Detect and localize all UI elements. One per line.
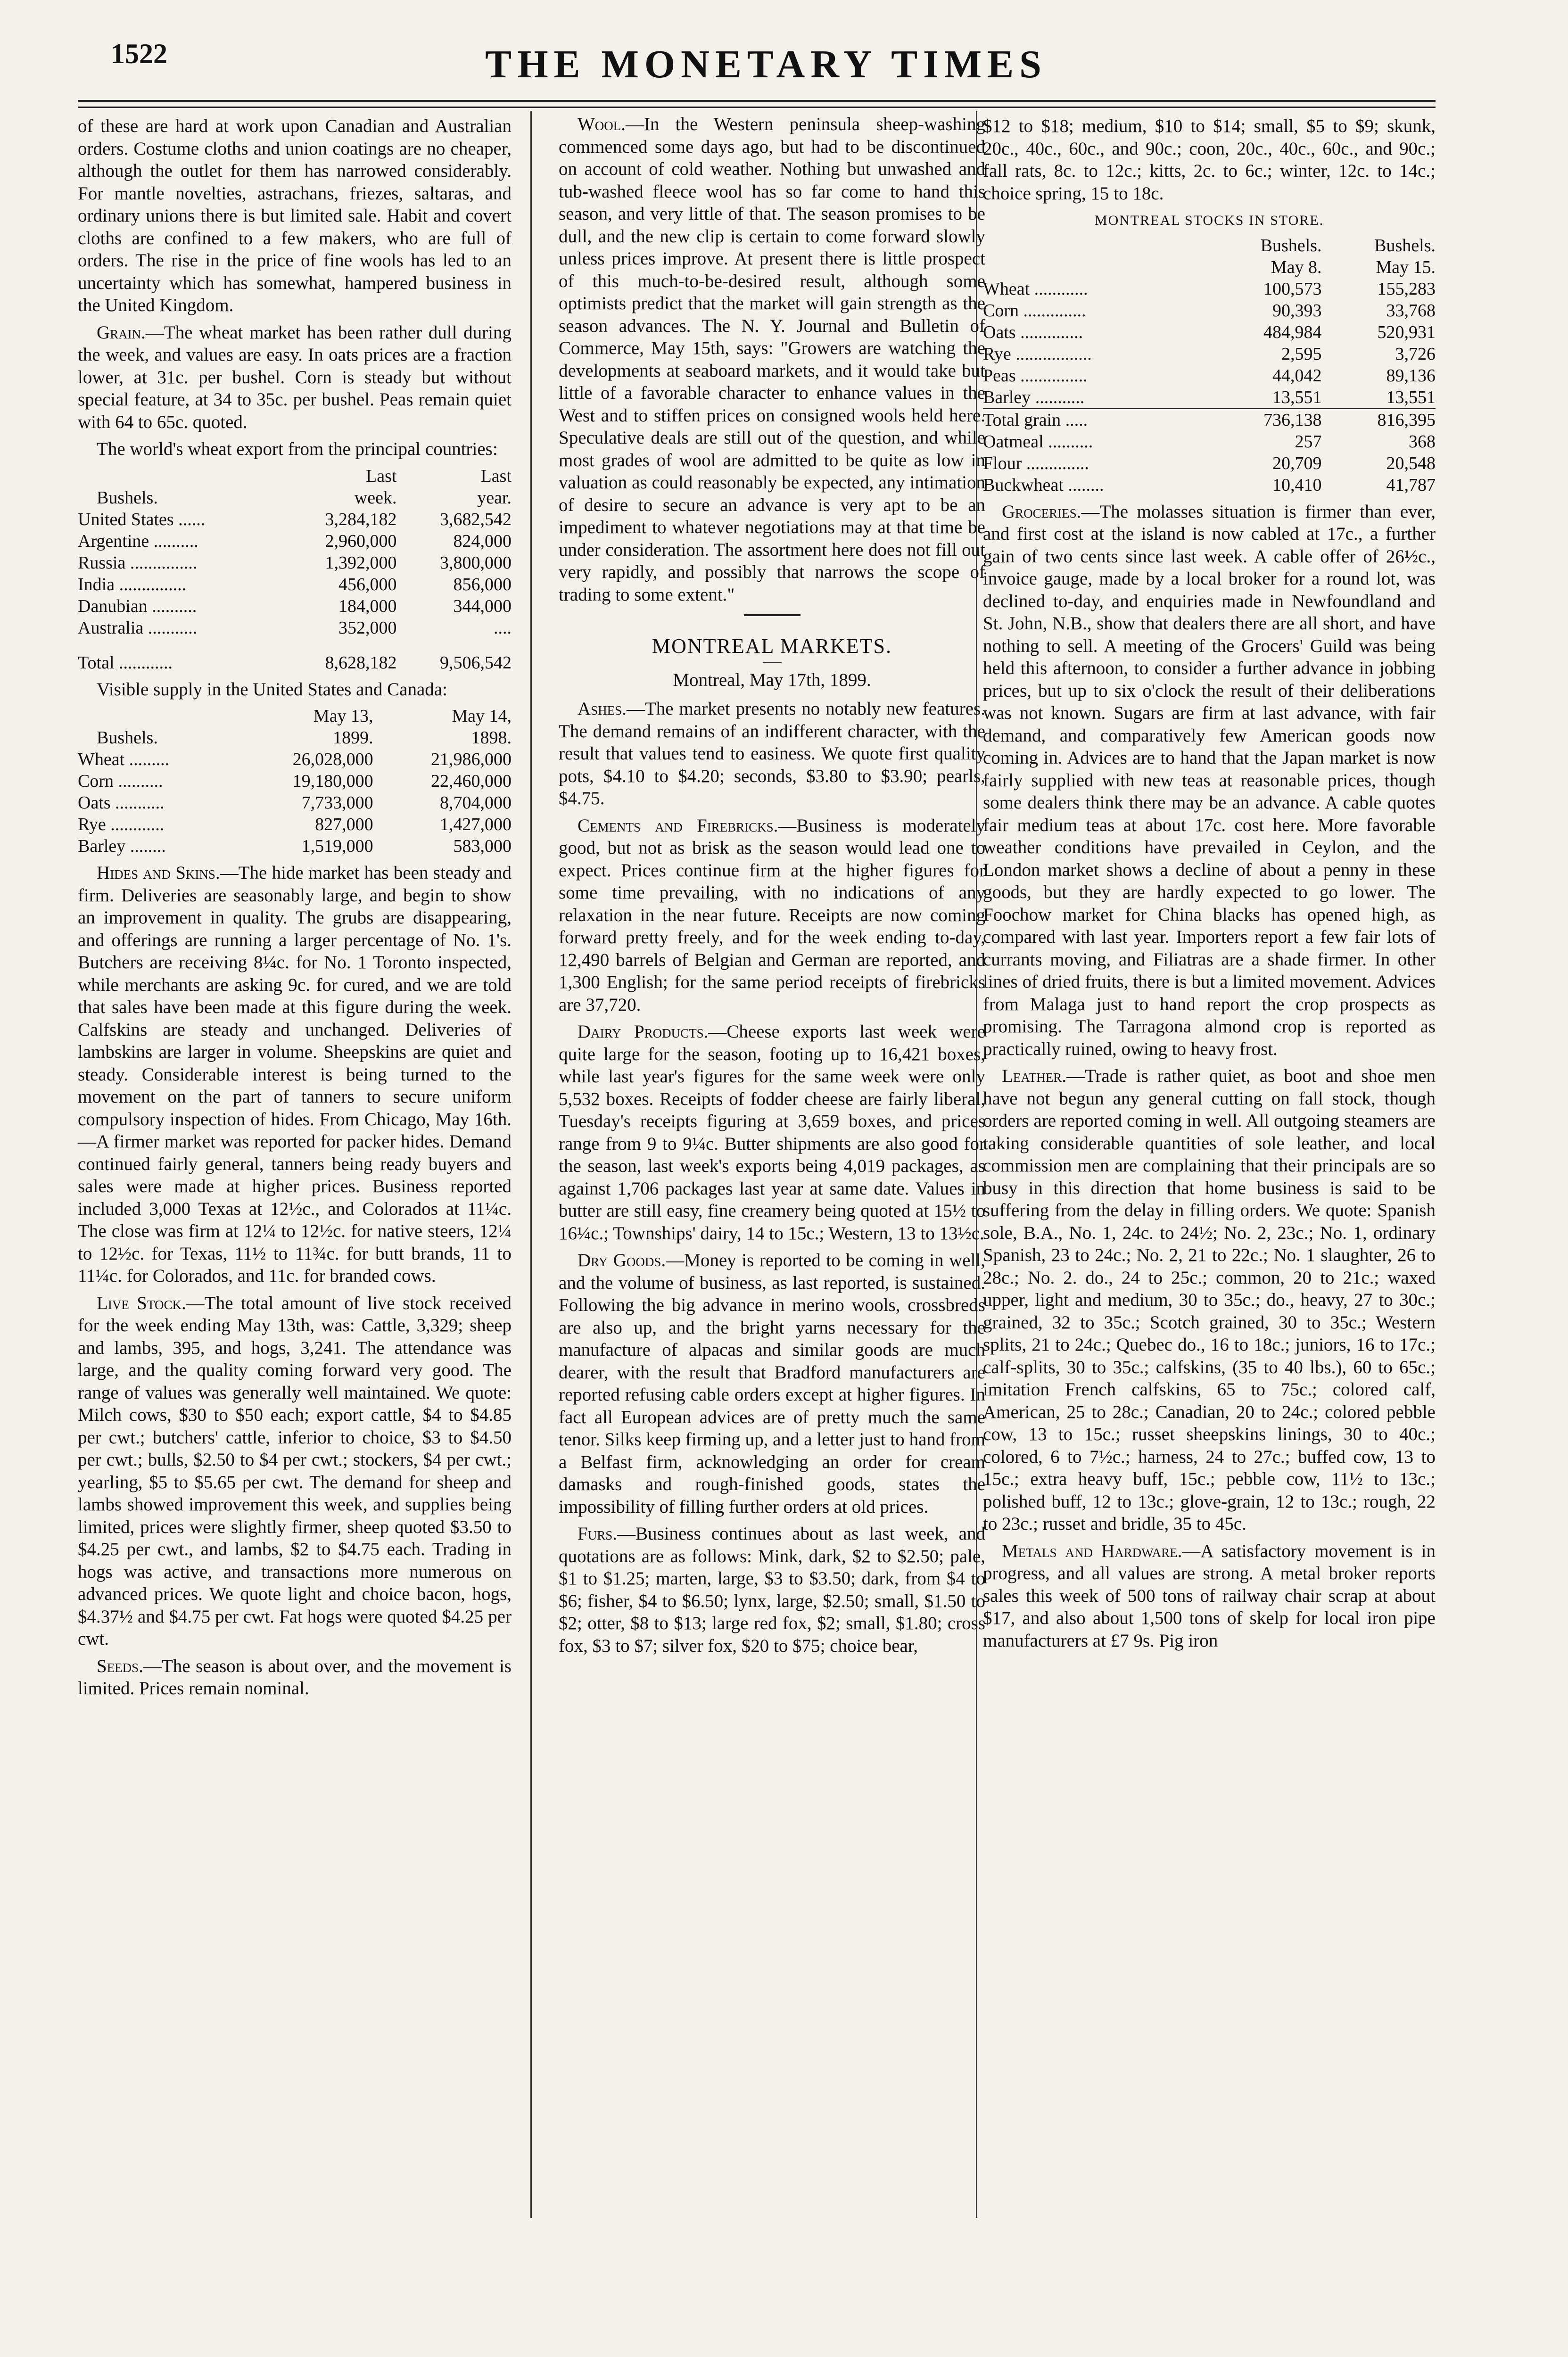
headline-dash xyxy=(763,662,782,663)
section-head: Seeds. xyxy=(97,1656,143,1676)
table-row: Oats ........... 7,733,000 8,704,000 xyxy=(78,793,512,813)
hides-paragraph: Hides and Skins.—The hide market has been steady and firm. Deliveries are seasonably large, and begin to show an improvement in quality. The grubs are disappearing, and offerings are running a larger percentage of No. 1's. Butchers are receiving 8¼c. for No. 1 Toronto inspected, while merchants are asking 9c. for cured, and we are told that sales have been made at this figure during the week. Calfskins are steady and unchanged. Deliveries of lambskins are larger in volume. Sheepskins are quiet and steady. Considerable interest is being turned to the movement on the part of tanners to secure uniform compulsory inspection of hides. From Chicago, May 16th.—A firmer market was reported for packer hides. Demand continued fairly general, tanners being ready buyers and sales were made at higher prices. Business reported included 3,000 Texas at 12½c., and Colorados at 11¼c. The close was firm at 12¼ to 12½c. for native steers, 12¼ to 12½c. for Texas, 11½ to 11¾c. for butt brands, 11 to 11¼c. for Colorados, and 11c. for branded cows. xyxy=(78,863,512,1286)
live-stock-paragraph: Live Stock.—The total amount of live stock received for the week ending May 13th, was: Cattle, 3,329; sheep and lambs, 395, and hogs, 3,241. The attendance was large, and the quality coming forward very good. The range of values was generally well maintained. We quote: Milch cows, $30 to $50 each; export cattle, $4 to $4.85 per cwt.; butchers' cattle, inferior to choice, $3 to $4.50 per cwt.; bulls, $2.50 to $4 per cwt.; stockers, $4 per cwt.; yearling, $5 to $5.65 per cwt. The demand for sheep and lambs showed improvement this week, and supplies being limited, prices were slightly firmer, sheep quoted $3.50 to $4.25 per cwt., and lambs, $2 to $4.75 each. Trading in hogs was active, and transactions more numerous on advanced prices. We quote light and choice bacon, hogs, $4.37½ and $4.75 per cwt. Fat hogs were quoted $4.25 per cwt. xyxy=(78,1293,512,1649)
section-head: Hides and Skins. xyxy=(97,863,220,883)
section-head: Metals and Hardware. xyxy=(1002,1541,1182,1561)
section-head: Dry Goods. xyxy=(578,1250,666,1270)
table-row: Wheat ............ 100,573 155,283 xyxy=(983,279,1436,299)
column-2 xyxy=(559,113,985,1662)
table-row: Danubian .......... 184,000 344,000 xyxy=(78,596,512,616)
visible-supply-table: May 13, May 14, Bushels. 1899. 1898. Wheat ......... 26,028,000 21,986,000 Corn .......... 19,180,000 22,460,000 Oats ........... 7,733,000 8,704,000 Rye ............ 827,000 1,427,000 Barley ........ 1,519,000 583,000 xyxy=(78,706,512,856)
leather-paragraph: Leather.—Trade is rather quiet, as boot and shoe men have not begun any general cutting on fall stock, though orders are reported coming in well. All outgoing steamers are taking considerable quantities of sole leather, and local commission men are complaining that their principals are so busy in this direction that home business is said to be suffering from the delay in filling orders. We quote: Spanish sole, B.A., No. 1, 24c. to 24½; No. 2, 23c.; No. 1, ordinary Spanish, 23 to 24c.; No. 2, 21 to 22c.; No. 1 slaughter, 26 to 28c.; No. 2. do., 24 to 25c.; common, 20 to 21c.; waxed upper, light and medium, 30 to 35c.; do., heavy, 27 to 30c.; grained, 32 to 35c.; Scotch grained, 30 to 35c.; Western splits, 21 to 24c.; Quebec do., 16 to 18c.; juniors, 16 to 17c.; calf-splits, 30 to 35c.; calfskins, (35 to 40 lbs.), 60 to 65c.; imitation French calfskins, 65 to 75c.; colored calf, American, 25 to 28c.; Canadian, 20 to 24c.; colored pebble cow, 13 to 15c.; russet sheepskins linings, 30 to 40c.; colored, 6 to 7½c.; harness, 24 to 27c.; buffed cow, 13 to 15c.; extra heavy buff, 15c.; pebble cow, 11½ to 13c.; polished buff, 12 to 13c.; glove-grain, 12 to 13c.; rough, 22 to 23c.; russet and bridle, 35 to 45c. xyxy=(983,1066,1436,1534)
section-head: Wool. xyxy=(578,114,626,134)
table-row: Total grain ..... 736,138 816,395 xyxy=(983,409,1436,431)
cements-paragraph: Cements and Firebricks.—Business is moderately good, but not as brisk as the season would lead one to expect. Prices continue firm at the higher figures for some time prevailing, with no indications of any relaxation in the near future. Receipts are now coming forward pretty freely, and for the week ending to-day, 12,490 barrels of Belgian and German are reported, and 1,300 English; for the same period receipts of firebricks are 37,720. xyxy=(559,815,985,1015)
table-row: Oatmeal .......... 257 368 xyxy=(983,431,1436,452)
table-row: Corn .......... 19,180,000 22,460,000 xyxy=(78,771,512,791)
column-divider xyxy=(530,111,532,2218)
table-row: Rye ................. 2,595 3,726 xyxy=(983,344,1436,364)
column-1 xyxy=(78,113,512,1705)
section-head: Ashes. xyxy=(578,699,627,719)
table-row: Oats .............. 484,984 520,931 xyxy=(983,322,1436,342)
grain-paragraph: Grain.—The wheat market has been rather dull during the week, and values are easy. In oats prices are a fraction lower, at 31c. per bushel. Corn is steady but without special feature, at 34 to 35c. per bushel. Peas remain quiet with 64 to 65c. quoted. xyxy=(78,322,512,432)
montreal-stocks-table: Bushels. Bushels. May 8. May 15. Wheat ............ 100,573 155,283 Corn .............. 90,393 33,768 Oats .............. 484,984 520,931 Rye ................. 2,595 3,726 Peas ............... 44,042 89,136 Barley ........... 13,551 13,551 Total grain ..... 736,138 816,395 Oatmeal .......... 257 368 Flour .............. 20,709 20,548 Buckwheat ........ 10,410 41,787 xyxy=(983,235,1436,495)
table-row: Corn .............. 90,393 33,768 xyxy=(983,300,1436,321)
section-head: Dairy Products. xyxy=(578,1022,709,1042)
column-3 xyxy=(983,113,1436,1656)
wool-paragraph: Wool.—In the Western peninsula sheep-washing commenced some days ago, but had to be discontinued on account of cold weather. Nothing but unwashed and tub-washed fleece wool has so far come to hand this season, and very little of that. The season promises to be dull, and the new clip is certain to come forward slowly unless prices improve. At present there is little prospect of this much-to-be-desired result, although some optimists predict that the market will gain strength as the season advances. The N. Y. Journal and Bulletin of Commerce, May 15th, says: "Growers are watching the developments at seaboard markets, and it would take but little of a favorable character to enhance values in the West and to stiffen prices on consigned wools held here. Speculative deals are still out of the question, and while most grades of wool are admitted to be quite as low in valuation as could reasonably be expected, any intimation of desire to secure an advance is very apt to be an impediment to whatever negotiations may at that time be under consideration. The assortment here does not fill out very rapidly, and possibly that narrows the scope of trading to some extent." xyxy=(559,114,985,605)
section-head: Groceries. xyxy=(1002,501,1081,522)
section-head: Furs. xyxy=(578,1524,617,1544)
visible-intro: Visible supply in the United States and Canada: xyxy=(97,679,447,700)
table-row: Rye ............ 827,000 1,427,000 xyxy=(78,815,512,834)
continued-paragraph: of these are hard at work upon Canadian and Australian orders. Costume cloths and union coatings are no cheaper, although the outlet for them has narrowed considerably. For mantle novelties, astrachans, friezes, saltaras, and ordinary unions there is but limited sale. Habit and covert cloths are confined to a few makers, who are full of orders. The rise in the price of fine wools has led to an uncertainty which has somewhat, hampered business in the United Kingdom. xyxy=(78,116,512,315)
section-head: Live Stock. xyxy=(97,1293,186,1313)
table-row: Wheat ......... 26,028,000 21,986,000 xyxy=(78,750,512,769)
table-row: Argentine .......... 2,960,000 824,000 xyxy=(78,531,512,551)
table-row: Buckwheat ........ 10,410 41,787 xyxy=(983,475,1436,495)
header-rule xyxy=(78,100,1436,102)
table-row: Peas ............... 44,042 89,136 xyxy=(983,365,1436,386)
dry-goods-paragraph: Dry Goods.—Money is reported to be coming in well, and the volume of business, as last reported, is sustained. Following the big advance in merino wools, crossbreds are also up, and the bright yarns necessary for the manufacture of alpacas and similar goods are much dearer, with the result that Bradford manufacturers are reported refusing cable orders except at higher figures. In fact all European advices are of pretty much the same tenor. Silks keep firming up, and a letter just to hand from a Belfast firm, acknowledging an order for cream damasks and rough-finished goods, states the impossibility of filling further orders at old prices. xyxy=(559,1250,985,1517)
table-row: United States ...... 3,284,182 3,682,542 xyxy=(78,509,512,529)
masthead xyxy=(78,33,1454,85)
seeds-paragraph: Seeds.—The season is about over, and the movement is limited. Prices remain nominal. xyxy=(78,1656,512,1698)
table-row: Barley ........ 1,519,000 583,000 xyxy=(78,836,512,856)
dairy-paragraph: Dairy Products.—Cheese exports last week were quite large for the season, footing up to 16,421 boxes, while last year's figures for the same week were only 5,532 boxes. Receipts of fodder cheese are fairly liberal, Tuesday's receipts figuring at 3,659 boxes, and prices range from 9 to 9¼c. Butter shipments are also good for the season, last week's exports being 4,019 packages, as against 1,706 packages last year at same date. Values in butter are still easy, fine creamery being quoted at 15½ to 16¼c.; Townships' dairy, 14 to 15c.; Western, 13 to 13½c. xyxy=(559,1022,985,1244)
table-row: Australia ........... 352,000 .... xyxy=(78,618,512,638)
page-number: 1522 xyxy=(111,38,167,69)
section-head: Cements and Firebricks. xyxy=(578,815,778,836)
furs-paragraph: Furs.—Business continues about as last week, and quotations are as follows: Mink, dark, $2 to $2.50; pale, $1 to $1.25; marten, large, $3 to $3.50; dark, from $4 to $6; fisher, $4 to $6.50; lynx, large, $2.50; small, $1.50 to $2; otter, $8 to $13; large red fox, $2; small, $1.80; cross fox, $3 to $7; silver fox, $20 to $75; choice bear, xyxy=(559,1524,985,1656)
furs-continued: $12 to $18; medium, $10 to $14; small, $5 to $9; skunk, 20c., 40c., 60c., and 90c.; coon, 20c., 40c., 60c., and 90c.; fall rats, 8c. to 12c.; kitts, 2c. to 6c.; winter, 12c. to 14c.; choice spring, 15 to 18c. xyxy=(983,116,1436,204)
section-head: Grain. xyxy=(97,322,146,343)
section-divider xyxy=(744,614,801,616)
stocks-caption: MONTREAL STOCKS IN STORE. xyxy=(1094,213,1324,228)
montreal-markets-headline: MONTREAL MARKETS. xyxy=(652,635,892,658)
table-row: Flour .............. 20,709 20,548 xyxy=(983,453,1436,473)
table-row: Russia ............... 1,392,000 3,800,000 xyxy=(78,552,512,573)
table-row: India ............... 456,000 856,000 xyxy=(78,574,512,594)
header-rule-thin xyxy=(78,107,1436,108)
table-row: Barley ........... 13,551 13,551 xyxy=(983,387,1436,407)
wheat-export-table: Last Last Bushels. week. year. United States ...... 3,284,182 3,682,542 Argentine .......... 2,960,000 824,000 Russia ............... 1,392,000 3,800,000 India ............... 456,000 856,000 Danubian .......... 184,000 344,000 Australia ........... 352,000 .... Total ............ 8,628,182 9,506,542 xyxy=(78,466,512,673)
section-head: Leather. xyxy=(1002,1066,1067,1086)
dateline: Montreal, May 17th, 1899. xyxy=(673,669,871,690)
export-intro: The world's wheat export from the principal countries: xyxy=(97,439,498,459)
groceries-paragraph: Groceries.—The molasses situation is firmer than ever, and first cost at the island is now cabled at 17c., a further gain of two cents since last week. A cable offer of 26½c., invoice gauge, made by a local broker for a round lot, was declined to-day, and enquiries made in Newfoundland and St. John, N.B., show that dealers there are all short, and have nothing to sell. A meeting of the Grocers' Guild was being held this afternoon, to consider a further advance in jobbing prices, but up to six o'clock the result of their deliberations was not known. Sugars are firm at last advance, with fair demand, and comparatively few American goods now coming in. Advices are to hand that the Japan market is now fairly supplied with new teas at reasonable prices, though some dealers think there may be an advance. A cable quotes fair medium teas at about 17c. cost here. More favorable weather conditions have prevailed in Ceylon, and the London market shows a decline of about a penny in these goods, but they are hardly expected to go lower. The Foochow market for China blacks has opened high, as compared with last year. Importers report a few fair lots of currants moving, and Filiatras are a shade firmer. In other lines of dried fruits, there is but a limited movement. Advices from Malaga just to hand report the crop prospects as promising. The Tarragona almond crop is reported as practically ruined, owing to heavy frost. xyxy=(983,501,1436,1059)
ashes-paragraph: Ashes.—The market presents no notably new features. The demand remains of an indifferent character, with the result that values tend to easiness. We quote first quality pots, $4.10 to $4.20; seconds, $3.80 to $3.90; pearls, $4.75. xyxy=(559,699,985,808)
table-total-row: Total ............ 8,628,182 9,506,542 xyxy=(78,652,512,673)
metals-paragraph: Metals and Hardware.—A satisfactory movement is in progress, and all values are strong. A metal broker reports sales this week of 500 tons of railway chair scrap at about $17, and also about 1,500 tons of skelp for local iron pipe manufacturers at £7 9s. Pig iron xyxy=(983,1541,1436,1651)
publication-title: THE MONETARY TIMES xyxy=(485,42,1047,86)
